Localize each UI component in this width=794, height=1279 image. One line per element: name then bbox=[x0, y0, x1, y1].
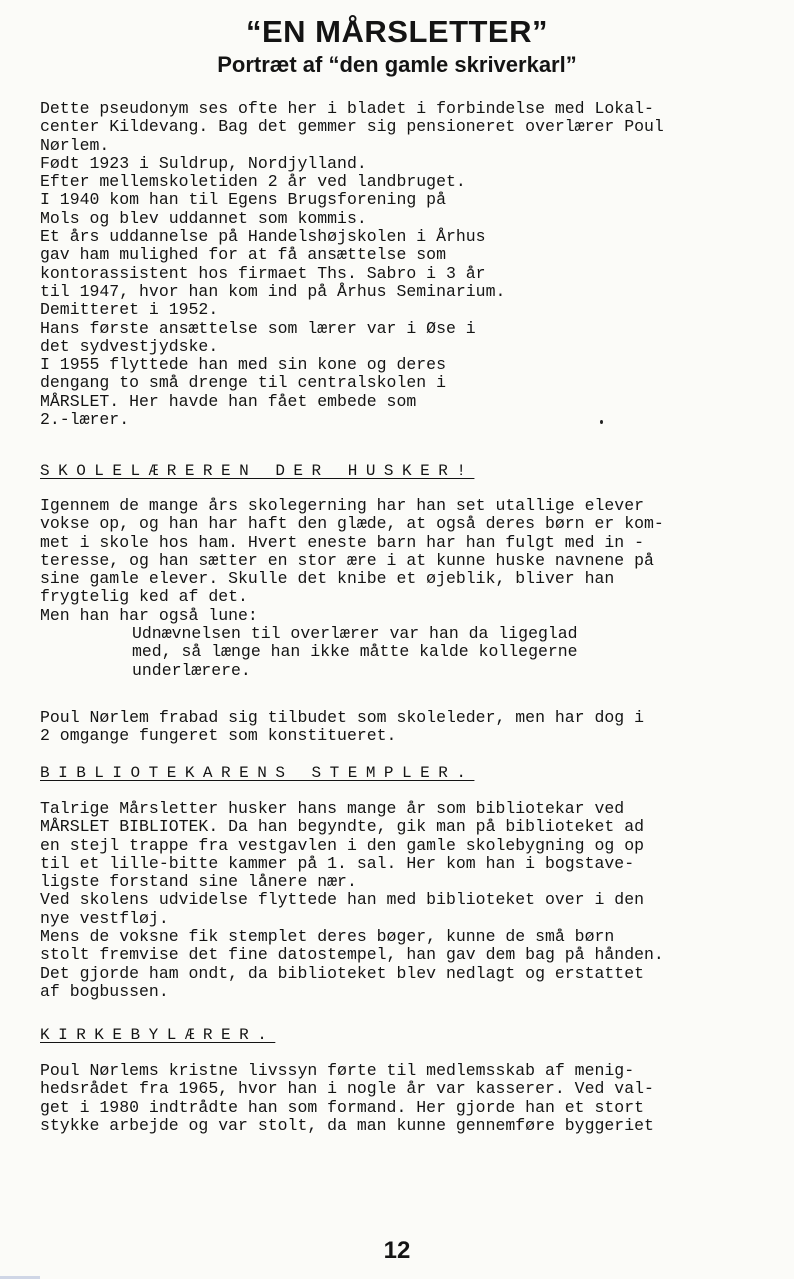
text-line: Mols og blev uddannet som kommis. bbox=[40, 208, 367, 228]
text-line: met i skole hos ham. Hvert eneste barn har han fulgt med in - bbox=[40, 532, 644, 552]
text-line: det sydvestjydske. bbox=[40, 336, 219, 356]
text-line: sine gamle elever. Skulle det knibe et øjeblik, bliver han bbox=[40, 569, 615, 589]
text-line: stolt fremvise det fine datostempel, han gav dem bag på hånden. bbox=[40, 945, 664, 965]
text-line: Det gjorde ham ondt, da biblioteket blev nedlagt og erstattet bbox=[40, 963, 644, 983]
text-line: center Kildevang. Bag det gemmer sig pensioneret overlærer Poul bbox=[40, 117, 664, 137]
section-skolelaereren-closing bbox=[40, 709, 780, 746]
text-line: 2 omgange fungeret som konstitueret. bbox=[40, 726, 397, 746]
text-line: Talrige Mårsletter husker hans mange år som bibliotekar ved bbox=[40, 799, 625, 818]
page-title: “EN MÅRSLETTER” bbox=[246, 14, 548, 49]
text-line: Dette pseudonym ses ofte her i bladet i forbindelse med Lokal- bbox=[40, 99, 654, 118]
text-line: MÅRSLET. Her havde han fået embede som bbox=[40, 391, 417, 411]
section-heading-kirkebylaerer: KIRKEBYLÆRER. bbox=[40, 1026, 276, 1044]
text-line: gav ham mulighed for at få ansættelse som bbox=[40, 245, 446, 265]
text-line: teresse, og han sætter en stor ære i at kunne huske navnene på bbox=[40, 550, 654, 570]
text-line: Et års uddannelse på Handelshøjskolen i Århus bbox=[40, 227, 486, 247]
text-line: I 1955 flyttede han med sin kone og deres bbox=[40, 355, 446, 375]
text-line: vokse op, og han har haft den glæde, at også deres børn er kom- bbox=[40, 514, 664, 534]
text-line: til et lille-bitte kammer på 1. sal. Her kom han i bogstave- bbox=[40, 853, 635, 873]
text-line: nye vestfløj. bbox=[40, 908, 169, 928]
text-line: Nørlem. bbox=[40, 135, 110, 155]
text-line: Hans første ansættelse som lærer var i Øse i bbox=[40, 318, 476, 338]
section-heading-skolelaereren: SKOLELÆREREN DER HUSKER! bbox=[40, 462, 475, 480]
text-line: Men han har også lune: bbox=[40, 605, 258, 625]
text-line: Efter mellemskoletiden 2 år ved landbruget. bbox=[40, 172, 466, 192]
text-line: 2.-lærer. bbox=[40, 410, 130, 430]
text-line: hedsrådet fra 1965, hvor han i nogle år var kasserer. Ved val- bbox=[40, 1079, 654, 1099]
text-line: Poul Nørlem frabad sig tilbudet som skoleleder, men har dog i bbox=[40, 708, 644, 727]
section-heading-bibliotekarens: BIBLIOTEKARENS STEMPLER. bbox=[40, 764, 475, 782]
text-line: Demitteret i 1952. bbox=[40, 300, 219, 320]
page-subtitle: Portræt af “den gamle skriverkarl” bbox=[217, 52, 577, 77]
intro-paragraph bbox=[40, 100, 780, 429]
text-line: af bogbussen. bbox=[40, 981, 169, 1001]
page-number: 12 bbox=[383, 1237, 411, 1264]
section-bibliotekarens-body bbox=[40, 800, 780, 1001]
quote-line: med, så længe han ikke måtte kalde kollegerne bbox=[132, 642, 578, 662]
text-line: ligste forstand sine lånere nær. bbox=[40, 872, 357, 892]
text-line: dengang to små drenge til centralskolen i bbox=[40, 373, 446, 393]
section-kirkebylaerer-body bbox=[40, 1062, 780, 1135]
text-line: til 1947, hvor han kom ind på Århus Seminarium. bbox=[40, 281, 506, 301]
text-line: MÅRSLET BIBLIOTEK. Da han begyndte, gik man på biblioteket ad bbox=[40, 817, 644, 837]
ink-speck bbox=[600, 420, 603, 424]
text-line: Mens de voksne fik stemplet deres bøger, kunne de små børn bbox=[40, 927, 615, 947]
quote-line: underlærere. bbox=[132, 660, 251, 680]
text-line: frygtelig ked af det. bbox=[40, 587, 248, 607]
section-skolelaereren-body bbox=[40, 497, 780, 680]
text-line: Født 1923 i Suldrup, Nordjylland. bbox=[40, 153, 367, 173]
text-line: en stejl trappe fra vestgavlen i den gamle skolebygning og op bbox=[40, 835, 644, 855]
text-line: kontorassistent hos firmaet Ths. Sabro i 3 år bbox=[40, 263, 486, 283]
text-line: I 1940 kom han til Egens Brugsforening på bbox=[40, 190, 446, 210]
text-line: Igennem de mange års skolegerning har han set utallige elever bbox=[40, 496, 644, 515]
text-line: get i 1980 indtrådte han som formand. Her gjorde han et stort bbox=[40, 1097, 644, 1117]
text-line: Ved skolens udvidelse flyttede han med biblioteket over i den bbox=[40, 890, 644, 910]
text-line: stykke arbejde og var stolt, da man kunne gennemføre byggeriet bbox=[40, 1115, 654, 1135]
text-line: Poul Nørlems kristne livssyn førte til medlemsskab af menig- bbox=[40, 1061, 635, 1080]
quote-line: Udnævnelsen til overlærer var han da ligeglad bbox=[132, 624, 578, 644]
